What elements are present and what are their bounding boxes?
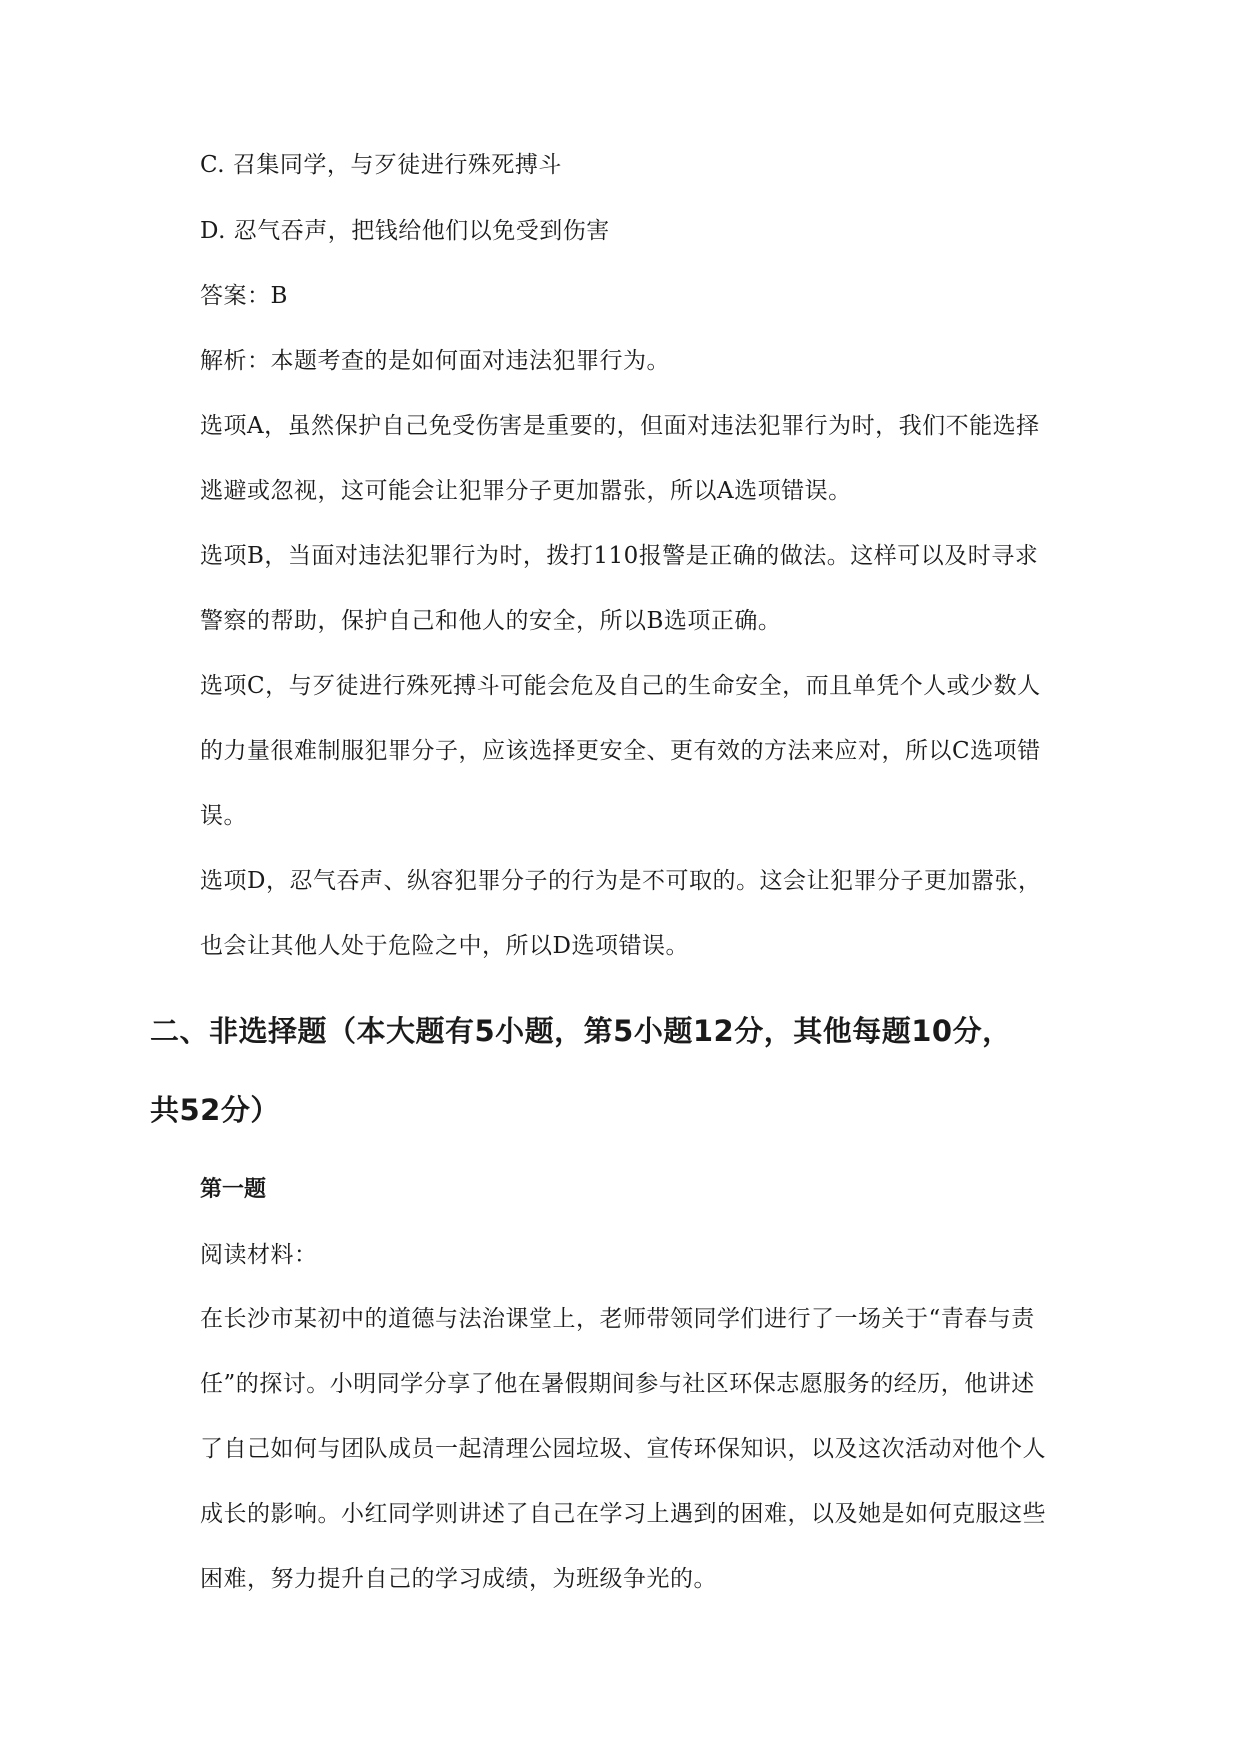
analysis-option-d-line: 也会让其他人处于危险之中，所以D选项错误。 xyxy=(200,933,689,959)
analysis-option-c-line: 选项C，与歹徒进行殊死搏斗可能会危及自己的生命安全，而且单凭个人或少数人 xyxy=(200,673,1041,699)
analysis-option-b-line: 选项B，当面对违法犯罪行为时，拨打110报警是正确的做法。这样可以及时寻求 xyxy=(200,543,1039,569)
analysis-intro: 解析：本题考查的是如何面对违法犯罪行为。 xyxy=(200,348,670,374)
section-two-heading: 共52分） xyxy=(150,1093,280,1127)
answer-line: 答案：B xyxy=(200,283,288,309)
analysis-option-a-line: 逃避或忽视，这可能会让犯罪分子更加嚣张，所以A选项错误。 xyxy=(200,478,852,504)
analysis-option-a-line: 选项A，虽然保护自己免受伤害是重要的，但面对违法犯罪行为时，我们不能选择 xyxy=(200,413,1040,439)
material-line: 了自己如何与团队成员一起清理公园垃圾、宣传环保知识，以及这次活动对他个人 xyxy=(200,1436,1046,1462)
analysis-option-d-line: 选项D，忍气吞声、纵容犯罪分子的行为是不可取的。这会让犯罪分子更加嚣张， xyxy=(200,868,1042,894)
section-two-heading: 二、非选择题（本大题有5小题，第5小题12分，其他每题10分， xyxy=(150,1014,1012,1048)
analysis-option-b-line: 警察的帮助，保护自己和他人的安全，所以B选项正确。 xyxy=(200,608,782,634)
material-line: 在长沙市某初中的道德与法治课堂上，老师带领同学们进行了一场关于“青春与责 xyxy=(200,1306,1035,1332)
material-line: 任”的探讨。小明同学分享了他在暑假期间参与社区环保志愿服务的经历，他讲述 xyxy=(200,1371,1035,1397)
material-label: 阅读材料： xyxy=(200,1242,318,1268)
option-d: D. 忍气吞声，把钱给他们以免受到伤害 xyxy=(200,218,610,244)
option-c: C. 召集同学，与歹徒进行殊死搏斗 xyxy=(200,152,562,178)
analysis-option-c-line: 的力量很难制服犯罪分子，应该选择更安全、更有效的方法来应对，所以C选项错 xyxy=(200,738,1041,764)
analysis-option-c-line: 误。 xyxy=(200,803,247,829)
question-one-title: 第一题 xyxy=(200,1177,267,1202)
material-line: 困难，努力提升自己的学习成绩，为班级争光的。 xyxy=(200,1566,717,1592)
material-line: 成长的影响。小红同学则讲述了自己在学习上遇到的困难，以及她是如何克服这些 xyxy=(200,1501,1046,1527)
